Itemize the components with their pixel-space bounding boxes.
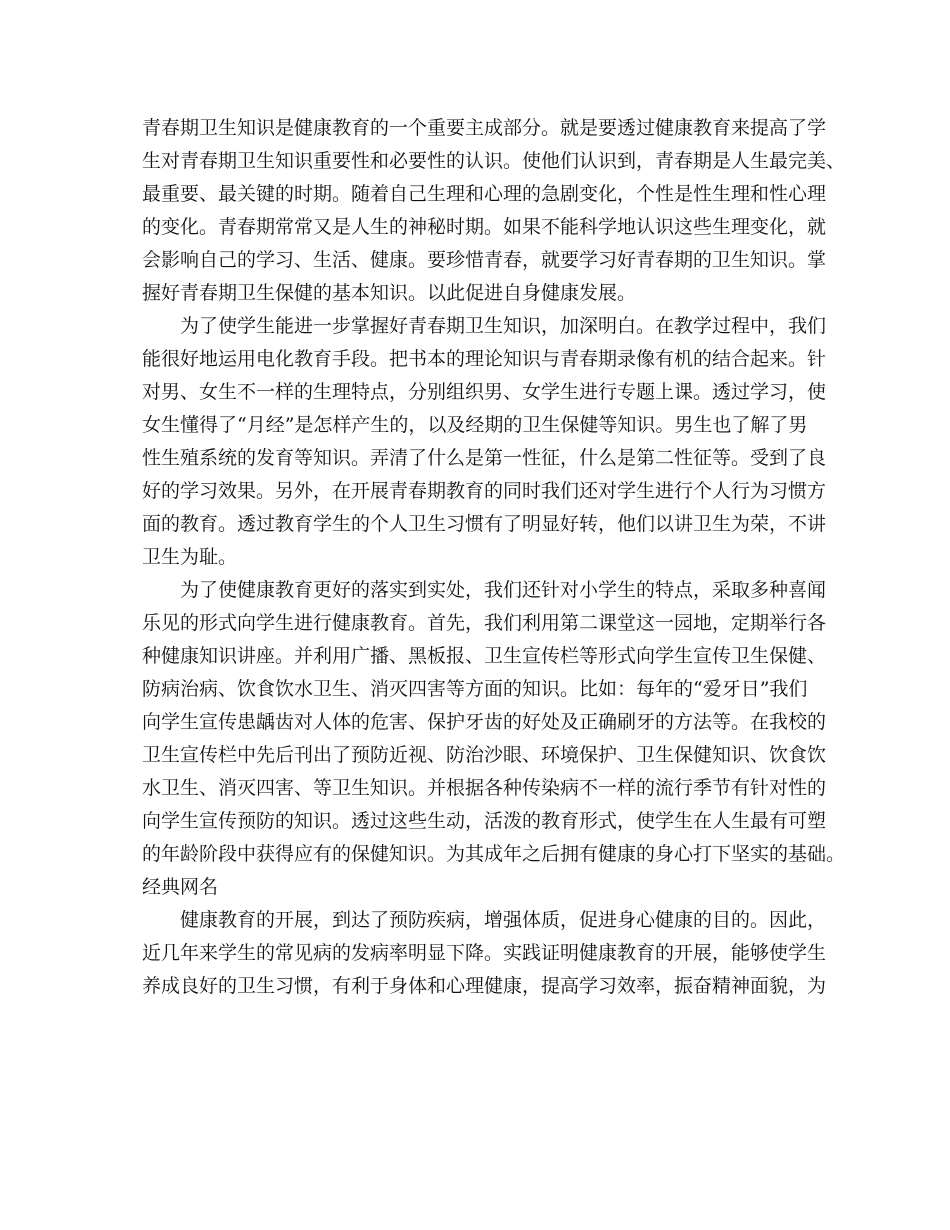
paragraph-results [142, 904, 827, 1003]
paragraph-puberty-hygiene [142, 112, 846, 310]
text-line: 向学生宣传预防的知识。透过这些生动，活泼的教育形式，使学生在人生最有可塑 [142, 810, 827, 832]
text-line: 乐见的形式向学生进行健康教育。首先，我们利用第二课堂这一园地，定期举行各 [142, 612, 827, 634]
text-line: 水卫生、消灭四害、等卫生知识。并根据各种传染病不一样的流行季节有针对性的 [142, 777, 827, 799]
paragraph-health-promotion [142, 574, 846, 904]
text-line: 最重要、最关键的时期。随着自己生理和心理的急剧变化，个性是性生理和性心理 [142, 183, 827, 205]
text-line: 养成良好的卫生习惯，有利于身体和心理健康，提高学习效率，振奋精神面貌，为 [142, 975, 827, 997]
document-body [142, 112, 846, 1003]
text-line: 为了使健康教育更好的落实到实处，我们还针对小学生的特点，采取多种喜闻 [180, 579, 827, 601]
text-line: 的变化。青春期常常又是人生的神秘时期。如果不能科学地认识这些生理变化，就 [142, 216, 827, 238]
text-line: 青春期卫生知识是健康教育的一个重要主成部分。就是要透过健康教育来提高了学 [142, 117, 827, 139]
text-line: 生对青春期卫生知识重要性和必要性的认识。使他们认识到，青春期是人生最完美、 [142, 150, 846, 172]
text-line: 向学生宣传患龋齿对人体的危害、保护牙齿的好处及正确刷牙的方法等。在我校的 [142, 711, 827, 733]
text-line: 健康教育的开展，到达了预防疾病，增强体质，促进身心健康的目的。因此， [180, 909, 827, 931]
text-line: 卫生宣传栏中先后刊出了预防近视、防治沙眼、环境保护、卫生保健知识、饮食饮 [142, 744, 827, 766]
text-line: 防病治病、饮食饮水卫生、消灭四害等方面的知识。比如：每年的“爱牙日”我们 [142, 678, 808, 700]
text-line: 握好青春期卫生保健的基本知识。以此促进自身健康发展。 [142, 282, 637, 304]
text-line: 的年龄阶段中获得应有的保健知识。为其成年之后拥有健康的身心打下坚实的基础。 [142, 843, 846, 865]
text-line: 能很好地运用电化教育手段。把书本的理论知识与青春期录像有机的结合起来。针 [142, 348, 827, 370]
text-line: 卫生为耻。 [142, 546, 238, 568]
text-line: 好的学习效果。另外，在开展青春期教育的同时我们还对学生进行个人行为习惯方 [142, 480, 827, 502]
text-line: 为了使学生能进一步掌握好青春期卫生知识，加深明白。在教学过程中，我们 [180, 315, 827, 337]
text-line: 近几年来学生的常见病的发病率明显下降。实践证明健康教育的开展，能够使学生 [142, 942, 827, 964]
text-line: 种健康知识讲座。并利用广播、黑板报、卫生宣传栏等形式向学生宣传卫生保健、 [142, 645, 827, 667]
text-line: 面的教育。透过教育学生的个人卫生习惯有了明显好转，他们以讲卫生为荣，不讲 [142, 513, 827, 535]
paragraph-teaching-methods [142, 310, 827, 574]
text-line: 对男、女生不一样的生理特点，分别组织男、女学生进行专题上课。透过学习，使 [142, 381, 827, 403]
text-line: 经典网名 [142, 876, 219, 898]
text-line: 性生殖系统的发育等知识。弄清了什么是第一性征，什么是第二性征等。受到了良 [142, 447, 827, 469]
text-line: 女生懂得了“月经”是怎样产生的，以及经期的卫生保健等知识。男生也了解了男 [142, 414, 808, 436]
text-line: 会影响自己的学习、生活、健康。要珍惜青春，就要学习好青春期的卫生知识。掌 [142, 249, 827, 271]
